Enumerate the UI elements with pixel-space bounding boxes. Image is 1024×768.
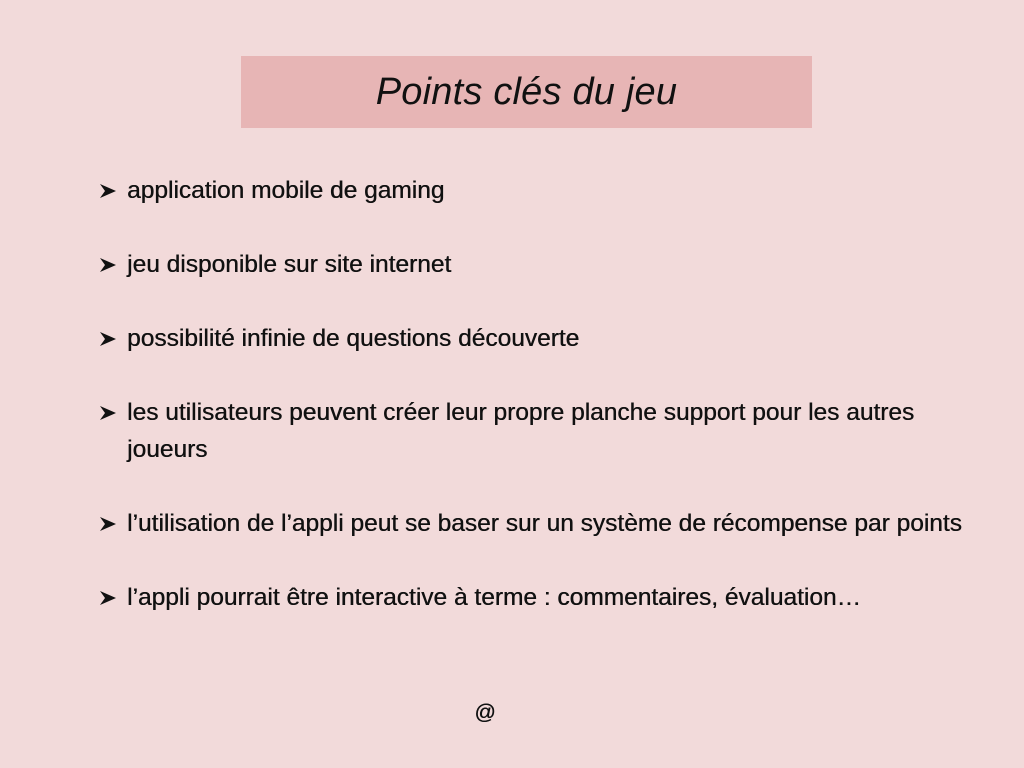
slide-title: Points clés du jeu — [375, 70, 678, 113]
list-item-text: l’appli pourrait être interactive à terme : commentaires, évaluation… — [127, 584, 861, 611]
list-item — [98, 579, 978, 616]
list-item-text: possibilité infinie de questions découverte — [127, 325, 580, 352]
list-item — [98, 172, 978, 209]
arrowhead-bullet-icon — [98, 183, 118, 199]
list-item-text: jeu disponible sur site internet — [127, 251, 452, 278]
list-item — [98, 246, 978, 283]
list-item — [98, 505, 978, 542]
list-item-text: les utilisateurs peuvent créer leur propre planche support pour les autres joueurs — [127, 399, 915, 463]
arrowhead-bullet-icon — [98, 590, 118, 606]
list-item — [98, 320, 978, 357]
list-item — [98, 394, 978, 468]
list-item-text: l’utilisation de l’appli peut se baser sur un système de récompense par points — [127, 510, 962, 537]
arrowhead-bullet-icon — [98, 331, 118, 347]
footer-symbol: @ — [474, 701, 496, 724]
arrowhead-bullet-icon — [98, 257, 118, 273]
arrowhead-bullet-icon — [98, 516, 118, 532]
arrowhead-bullet-icon — [98, 405, 118, 421]
list-item-text: application mobile de gaming — [127, 177, 445, 204]
title-banner — [241, 56, 812, 128]
key-points-list — [98, 172, 978, 616]
